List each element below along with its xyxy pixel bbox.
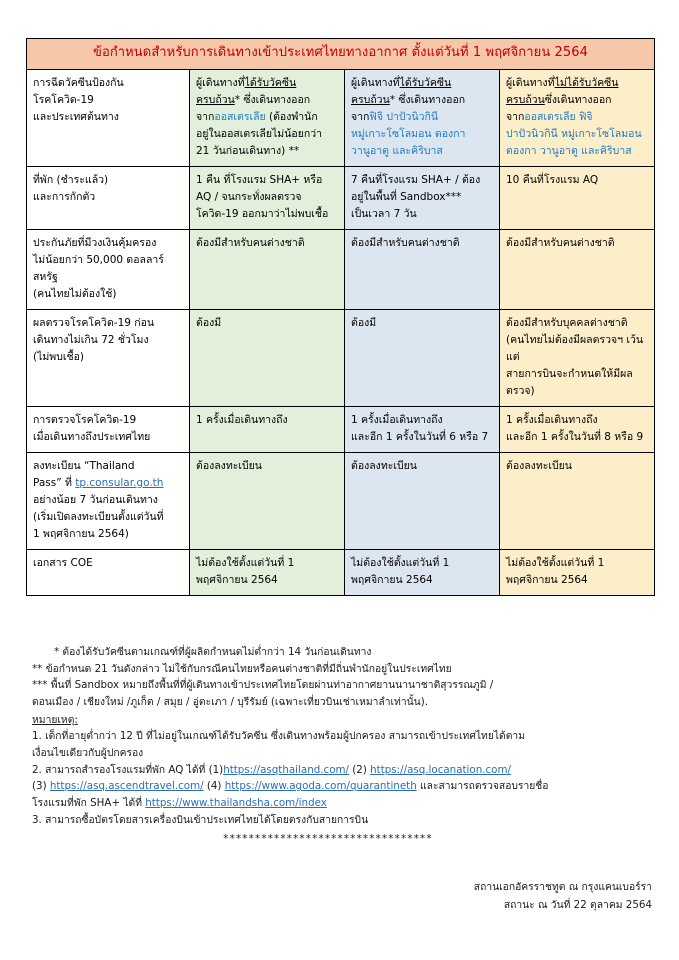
header-col4-line1: ผู้เดินทางที่ไม่ได้รับวัคซีน xyxy=(506,76,619,89)
note2-sha-prefix: โรงแรมที่พัก SHA+ ได้ที่ xyxy=(32,797,146,810)
cell-line: ต้องมีสำหรับคนต่างชาติ xyxy=(351,236,460,249)
header-col2-line4: อยู่ในออสเตรเลียไม่น้อยกว่า xyxy=(196,127,322,140)
footnote-star3-line1: *** พื้นที่ Sandbox หมายถึงพื้นที่ที่ผู้เดินทางเข้าประเทศไทยโดยผ่านท่าอากาศยานนานาชาติสุวรรณภูมิ / xyxy=(32,679,494,692)
stars-divider: ********************************* xyxy=(223,833,433,846)
note2-line1 xyxy=(32,762,654,779)
table-row xyxy=(27,166,655,229)
row-thailandpass-col3 xyxy=(345,452,500,549)
cell-line: ไม่ต้องใช้ตั้งแต่วันที่ 1 xyxy=(506,556,605,569)
row-insurance-criteria xyxy=(27,229,190,309)
embassy-name: สถานเอกอัครราชทูต ณ กรุงแคนเบอร์รา xyxy=(473,881,652,893)
table-header-row xyxy=(27,69,655,166)
cell-line: ต้องมีสำหรับคนต่างชาติ xyxy=(506,236,615,249)
cell-line: เอกสาร COE xyxy=(33,556,93,569)
row-arrivaltest-col2 xyxy=(190,406,345,452)
header-vaccinated-aus-cell xyxy=(190,69,345,166)
header-col4-line3: จากออสเตรเลีย ฟิจิ xyxy=(506,110,593,123)
row-pretest-col2 xyxy=(190,309,345,406)
cell-line: พฤศจิกายน 2564 xyxy=(506,573,588,586)
footnote-star3-line2: ดอนเมือง / เชียงใหม่ /ภูเก็ต / สมุย / อู่ตะเภา / บุรีรัมย์ (เฉพาะเที่ยวบินเช่าเหมาลำเท่านั้น). xyxy=(32,696,428,709)
cell-line: ไม่ต้องใช้ตั้งแต่วันที่ 1 xyxy=(196,556,295,569)
note2-sep2: (4) xyxy=(203,780,225,793)
footnote-star1: * ต้องได้รับวัคซีนตามเกณฑ์ที่ผู้ผลิตกำหนดไม่ต่ำกว่า 14 วันก่อนเดินทาง xyxy=(54,646,372,658)
asq-thailand-link[interactable]: https://asqthailand.com/ xyxy=(223,763,350,776)
cell-line: อยู่ในพื้นที่ Sandbox*** xyxy=(351,190,462,203)
entry-requirements-table xyxy=(26,38,655,596)
cell-line: และการกักตัว xyxy=(33,190,96,203)
agoda-quarantine-link[interactable]: https://www.agoda.com/quarantineth xyxy=(224,780,417,793)
cell-line: ลงทะเบียน “Thailand xyxy=(33,459,135,472)
cell-line: และอีก 1 ครั้งในวันที่ 8 หรือ 9 xyxy=(506,430,644,443)
row-accommodation-criteria xyxy=(27,166,190,229)
header-col3-line2: ครบถ้วน* ซึ่งเดินทางออก xyxy=(351,93,466,106)
header-criteria-line3: และประเทศต้นทาง xyxy=(33,110,119,123)
cell-line: การตรวจโรคโควิด-19 xyxy=(33,413,137,426)
header-col2-line2: ครบถ้วน* ซึ่งเดินทางออก xyxy=(196,93,311,106)
cell-line: ต้องมีสำหรับบุคคลต่างชาติ xyxy=(506,316,628,329)
table-row xyxy=(27,549,655,595)
row-pretest-col3 xyxy=(345,309,500,406)
cell-line: 10 คืนที่โรงแรม AQ xyxy=(506,173,599,186)
note3: 3. สามารถซื้อบัตรโดยสารเครื่องบินเข้าประเทศไทยได้โดยตรงกับสายการบิน xyxy=(32,813,369,826)
cell-line: ต้องมี xyxy=(196,316,222,329)
row-coe-criteria xyxy=(27,549,190,595)
cell-line: ต้องลงทะเบียน xyxy=(196,459,262,472)
note2-tail: และสามารถตรวจสอบรายชื่อ xyxy=(416,780,549,793)
signature-block xyxy=(474,878,652,914)
note2-sep1: (2) xyxy=(349,763,371,776)
header-criteria-line2: โรคโควิด-19 xyxy=(33,93,94,106)
row-thailandpass-col2 xyxy=(190,452,345,549)
page-title: ข้อกำหนดสำหรับการเดินทางเข้าประเทศไทยทางอากาศ ตั้งแต่วันที่ 1 พฤศจิกายน 2564 xyxy=(27,39,655,70)
row-coe-col2 xyxy=(190,549,345,595)
row-coe-col3 xyxy=(345,549,500,595)
table-row xyxy=(27,406,655,452)
asq-ascendtravel-link[interactable]: https://asq.ascendtravel.com/ xyxy=(49,780,204,793)
cell-line: ไม่น้อยกว่า 50,000 ดอลลาร์สหรัฐ xyxy=(33,253,164,283)
row-accommodation-col2 xyxy=(190,166,345,229)
status-date: สถานะ ณ วันที่ 22 ตุลาคม 2564 xyxy=(503,899,652,912)
note2-prefix: 2. สามารถสำรองโรงแรมที่พัก AQ ได้ที่ (1) xyxy=(32,763,224,776)
header-col3-line5: วานูอาตู และคิริบาส xyxy=(351,144,443,157)
asq-locanation-link[interactable]: https://asq.locanation.com/ xyxy=(370,763,511,776)
cell-line: ต้องลงทะเบียน xyxy=(506,459,572,472)
cell-line: สายการบินจะกำหนดให้มีผลตรวจ) xyxy=(506,367,633,397)
table-title-row xyxy=(27,39,655,70)
cell-line: (คนไทยไม่ต้องมีผลตรวจฯ เว้นแต่ xyxy=(506,333,644,363)
cell-line: เมื่อเดินทางถึงประเทศไทย xyxy=(33,430,151,443)
table-row xyxy=(27,452,655,549)
row-coe-col4 xyxy=(500,549,655,595)
thailandsha-link[interactable]: https://www.thailandsha.com/index xyxy=(145,797,327,810)
header-col2-line1: ผู้เดินทางที่ได้รับวัคซีน xyxy=(196,76,297,89)
notes-heading: หมายเหตุ: xyxy=(32,713,78,726)
row-arrivaltest-criteria xyxy=(27,406,190,452)
header-col3-line4: หมู่เกาะโซโลมอน ตองกา xyxy=(351,127,466,140)
row-insurance-col4 xyxy=(500,229,655,309)
cell-line: AQ / จนกระทั่งผลตรวจ xyxy=(196,190,302,203)
row-arrivaltest-col4 xyxy=(500,406,655,452)
row-accommodation-col4 xyxy=(500,166,655,229)
cell-line: ผลตรวจโรคโควิด-19 ก่อน xyxy=(33,316,155,329)
cell-line: (ไม่พบเชื้อ) xyxy=(33,350,85,363)
table-row xyxy=(27,229,655,309)
cell-line: (เริ่มเปิดลงทะเบียนตั้งแต่วันที่ xyxy=(33,510,164,523)
row-pretest-criteria xyxy=(27,309,190,406)
row-thailandpass-criteria xyxy=(27,452,190,549)
cell-line: เดินทางไม่เกิน 72 ชั่วโมง xyxy=(33,333,149,346)
cell-line: 1 ครั้งเมื่อเดินทางถึง xyxy=(506,413,598,426)
cell-line: 7 คืนที่โรงแรม SHA+ / ต้อง xyxy=(351,173,481,186)
footnote-star2: ** ข้อกำหนด 21 วันดังกล่าว ไม่ใช้กับกรณีคนไทยหรือคนต่างชาติที่มีถิ่นพำนักอยู่ในประเทศไทย xyxy=(32,662,452,675)
header-criteria-cell xyxy=(27,69,190,166)
cell-line: พฤศจิกายน 2564 xyxy=(351,573,433,586)
row-insurance-col2 xyxy=(190,229,345,309)
row-thailandpass-col4 xyxy=(500,452,655,549)
cell-line: 1 ครั้งเมื่อเดินทางถึง xyxy=(196,413,288,426)
header-col2-line3: จากออสเตรเลีย (ต้องพำนัก xyxy=(196,110,318,123)
cell-line: และอีก 1 ครั้งในวันที่ 6 หรือ 7 xyxy=(351,430,489,443)
header-col4-line4: ปาปัวนิวกินี หมู่เกาะโซโลมอน xyxy=(506,127,642,140)
header-vaccinated-fiji-cell xyxy=(345,69,500,166)
cell-line: 1 ครั้งเมื่อเดินทางถึง xyxy=(351,413,443,426)
note1-line1: 1. เด็กที่อายุต่ำกว่า 12 ปี ที่ไม่อยู่ในเกณฑ์ได้รับวัคซีน ซึ่งเดินทางพร้อมผู้ปกครอง สามารถเข้าประเทศไทยได้ตาม xyxy=(32,730,526,743)
note2-prefix2: (3) xyxy=(32,780,50,793)
cell-line: 1 คืน ที่โรงแรม SHA+ หรือ xyxy=(196,173,323,186)
header-criteria-line1: การฉีดวัคซีนป้องกัน xyxy=(33,76,124,89)
header-unvaccinated-cell xyxy=(500,69,655,166)
cell-line: โควิด-19 ออกมาว่าไม่พบเชื้อ xyxy=(196,207,329,220)
note1-line2: เงื่อนไขเดียวกับผู้ปกครอง xyxy=(32,747,144,760)
header-col3-line3: จากฟิจิ ปาปัวนิวกินี xyxy=(351,110,439,123)
note2-line3 xyxy=(32,795,654,812)
cell-line: เป็นเวลา 7 วัน xyxy=(351,207,417,220)
cell-line: 1 พฤศจิกายน 2564) xyxy=(33,527,129,540)
cell-line: ต้องมีสำหรับคนต่างชาติ xyxy=(196,236,305,249)
cell-line: Pass” ที่ tp.consular.go.th xyxy=(33,476,164,489)
cell-line: ประกันภัยที่มีวงเงินคุ้มครอง xyxy=(33,236,157,249)
cell-line: (คนไทยไม่ต้องใช้) xyxy=(33,287,117,300)
thailand-pass-link[interactable]: tp.consular.go.th xyxy=(75,476,164,489)
cell-line: ต้องมี xyxy=(351,316,377,329)
row-accommodation-col3 xyxy=(345,166,500,229)
cell-line: ไม่ต้องใช้ตั้งแต่วันที่ 1 xyxy=(351,556,450,569)
header-col3-line1: ผู้เดินทางที่ได้รับวัคซีน xyxy=(351,76,452,89)
table-row xyxy=(27,309,655,406)
header-col4-line2: ครบถ้วนซึ่งเดินทางออก xyxy=(506,93,612,106)
row-arrivaltest-col3 xyxy=(345,406,500,452)
cell-line: ต้องลงทะเบียน xyxy=(351,459,417,472)
header-col2-line5: 21 วันก่อนเดินทาง) ** xyxy=(196,144,300,157)
cell-line: ที่พัก (ชำระแล้ว) xyxy=(33,173,109,186)
note2-line2 xyxy=(32,778,654,795)
footnotes-block xyxy=(32,644,654,848)
header-col4-line5: ตองกา วานูอาตู และคิริบาส xyxy=(506,144,632,157)
row-insurance-col3 xyxy=(345,229,500,309)
cell-line: พฤศจิกายน 2564 xyxy=(196,573,278,586)
cell-line: อย่างน้อย 7 วันก่อนเดินทาง xyxy=(33,493,158,506)
row-pretest-col4 xyxy=(500,309,655,406)
